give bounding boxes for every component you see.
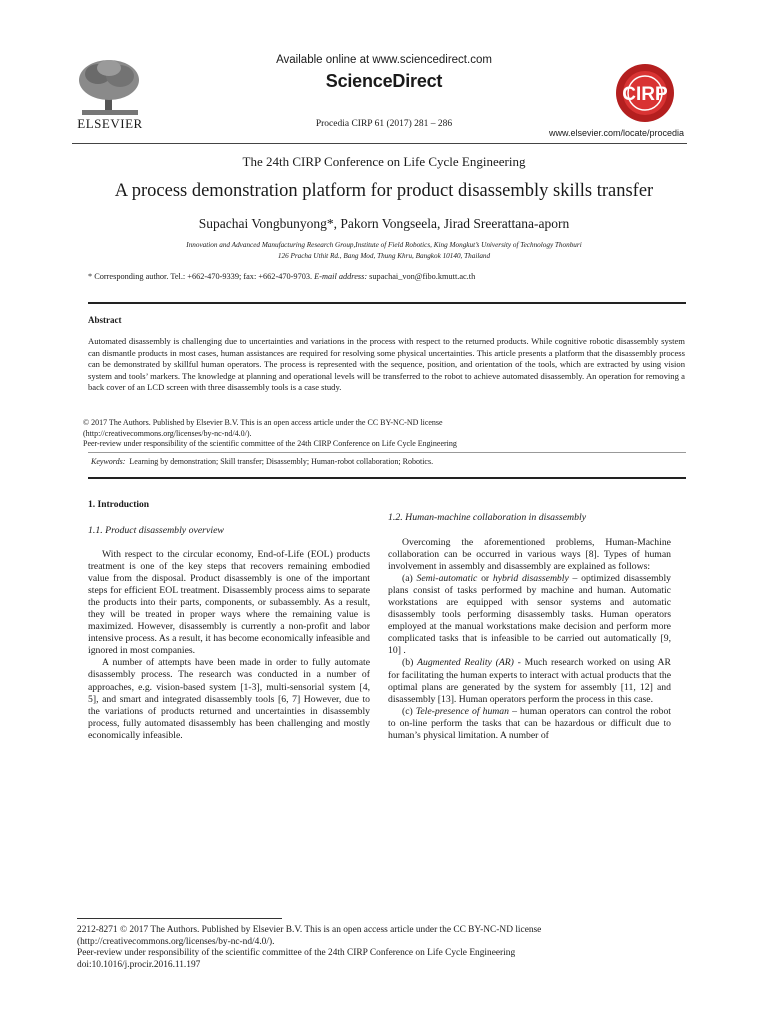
footer-block [77,925,541,972]
corresponding-text: * Corresponding author. Tel.: +662-470-9339; fax: +662-470-9703. [88,272,315,281]
abstract-bottom-divider [88,477,686,479]
footer-peer-review: Peer-review under responsibility of the scientific committee of the 24th CIRP Conference on Life Cycle Engineering [77,948,516,959]
header-divider [72,143,687,144]
intro-paragraph-2: A number of attempts have been made in order to fully automate disassembly process. The research was conducted in a number of approaches, e.g. vision-based system [1-3], multi-sensorial system [4, 5], and smart and integrated disassembly tools [6, 7] However, due to the variations of products returned and uncertainties in disassembly process, fully automated disassembly has been challenging and mostly economically infeasible. [88,657,370,741]
keywords-list: Learning by demonstration; Skill transfer; Disassembly; Human-robot collaboration; Robotics. [129,457,434,466]
keywords-label: Keywords: [91,457,126,466]
license-line: © 2017 The Authors. Published by Elsevier B.V. This is an open access article under the CC BY-NC-ND license [83,418,443,427]
publisher-name: ELSEVIER [77,116,143,131]
section-heading-introduction: 1. Introduction [88,500,150,510]
email-address[interactable]: supachai_von@fibo.kmutt.ac.th [367,272,476,281]
collab-paragraph-1: Overcoming the aforementioned problems, Human-Machine collaboration can be occurred in various ways [8]. Types of human involvement in assembly and disassembly are explained as follows: [388,537,671,573]
paper-title: A process demonstration platform for product disassembly skills transfer [114,181,654,201]
right-column-text [388,537,671,742]
collab-item-b: (b) Augmented Reality (AR) - Much research worked on using AR for facilitating the human experts to interact with actual products that the optimal plans are generated by the system for assembly [11, 12] and disassembly [13]. Human operators perform the process in this case. [388,657,672,705]
conference-name: The 24th CIRP Conference on Life Cycle Engineering [242,154,526,169]
author-list: Supachai Vongbunyong*, Pakorn Vongseela, Jirad Sreerattana-aporn [198,216,570,231]
abstract-heading: Abstract [88,315,122,325]
cirp-logo-text: CIRP [622,84,668,105]
corresponding-author [88,272,475,281]
journal-url-link[interactable]: www.elsevier.com/locate/procedia [549,128,685,138]
collab-item-c: (c) Tele-presence of human – human operators can control the robot to on-line perform the tasks that can be hazardous or difficult due to human’s physical limitation. A number of [388,705,671,741]
license-block [83,418,683,450]
cirp-logo [605,62,685,124]
footer-divider [77,918,282,919]
subsection-heading-1-1: 1.1. Product disassembly overview [88,525,224,536]
keywords-line [91,457,433,466]
email-label: E-mail address: [314,272,368,281]
footer-doi[interactable]: doi:10.1016/j.procir.2016.11.197 [77,960,201,971]
intro-paragraph-1: With respect to the circular economy, End-of-Life (EOL) products treatment is one of the key steps that recovers remaining embodied value from the disposal. Product disassembly is one of the important steps for efficient EOL treatment. Disassembly process aims to separate the products into their parts, components, or subassembly. As a result, they will be treated in proper ways where the remaining value is maximized. However, disassembly is currently a non-profit and labor intensive process. As a result, it has become economically infeasible and ignored in most companies. [88,549,370,657]
affiliation [0,240,768,262]
footer-license-line: 2212-8271 © 2017 The Authors. Published by Elsevier B.V. This is an open access article under the CC BY-NC-ND license [77,925,542,935]
sciencedirect-logo-text: ScienceDirect [325,71,443,91]
abstract-text: Automated disassembly is challenging due to uncertainties and variations in the process with respect to the returned products. While cognitive robotic disassembly system can dismantle products in most cases, human assistances are required for resolving some physical uncertainties. This article presents a platform that the disassembly process can be demonstrated by skillful human operators. The process is represented with the sequence, position, and orientation of the tools, which are extracted by using vision system and tools’ markers. The knowledge at planning and operational levels will be transferred to the robot to achieve automated disassembly. An operation for removing a back cover of an LCD screen with three disassembly tools is a case study. [88,336,685,393]
available-online-text: Available online at www.sciencedirect.com [276,54,492,66]
abstract-top-divider [88,302,686,304]
keywords-divider [88,452,686,453]
footer-license-link[interactable]: (http://creativecommons.org/licenses/by-nc-nd/4.0/). [77,936,275,947]
affiliation-line-1: Innovation and Advanced Manufacturing Research Group,Institute of Field Robotics, King Mongkut’s University of Technology Thonburi [186,241,582,249]
license-link[interactable]: (http://creativecommons.org/licenses/by-nc-nd/4.0/). [83,428,252,438]
subsection-heading-1-2: 1.2. Human-machine collaboration in disassembly [388,512,587,523]
left-column-text [88,549,370,742]
collab-item-a: (a) Semi-automatic or hybrid disassembly – optimized disassembly plans consist of tasks performed by machine and human. Automatic workstations are equipped with sensor systems and automatic disassembly tools performing disassembly tasks. Human operators employed at the manual workstations make decision and perform more complicated tasks that is infeasible to be carried out automatically [9, 10] . [388,573,671,657]
peer-review-line: Peer-review under responsibility of the scientific committee of the 24th CIRP Conference on Life Cycle Engineering [83,439,457,448]
affiliation-line-2: 126 Pracha Uthit Rd., Bang Mod, Thung Khru, Bangkok 10140, Thailand [277,252,491,260]
journal-reference: Procedia CIRP 61 (2017) 281 – 286 [315,119,453,129]
